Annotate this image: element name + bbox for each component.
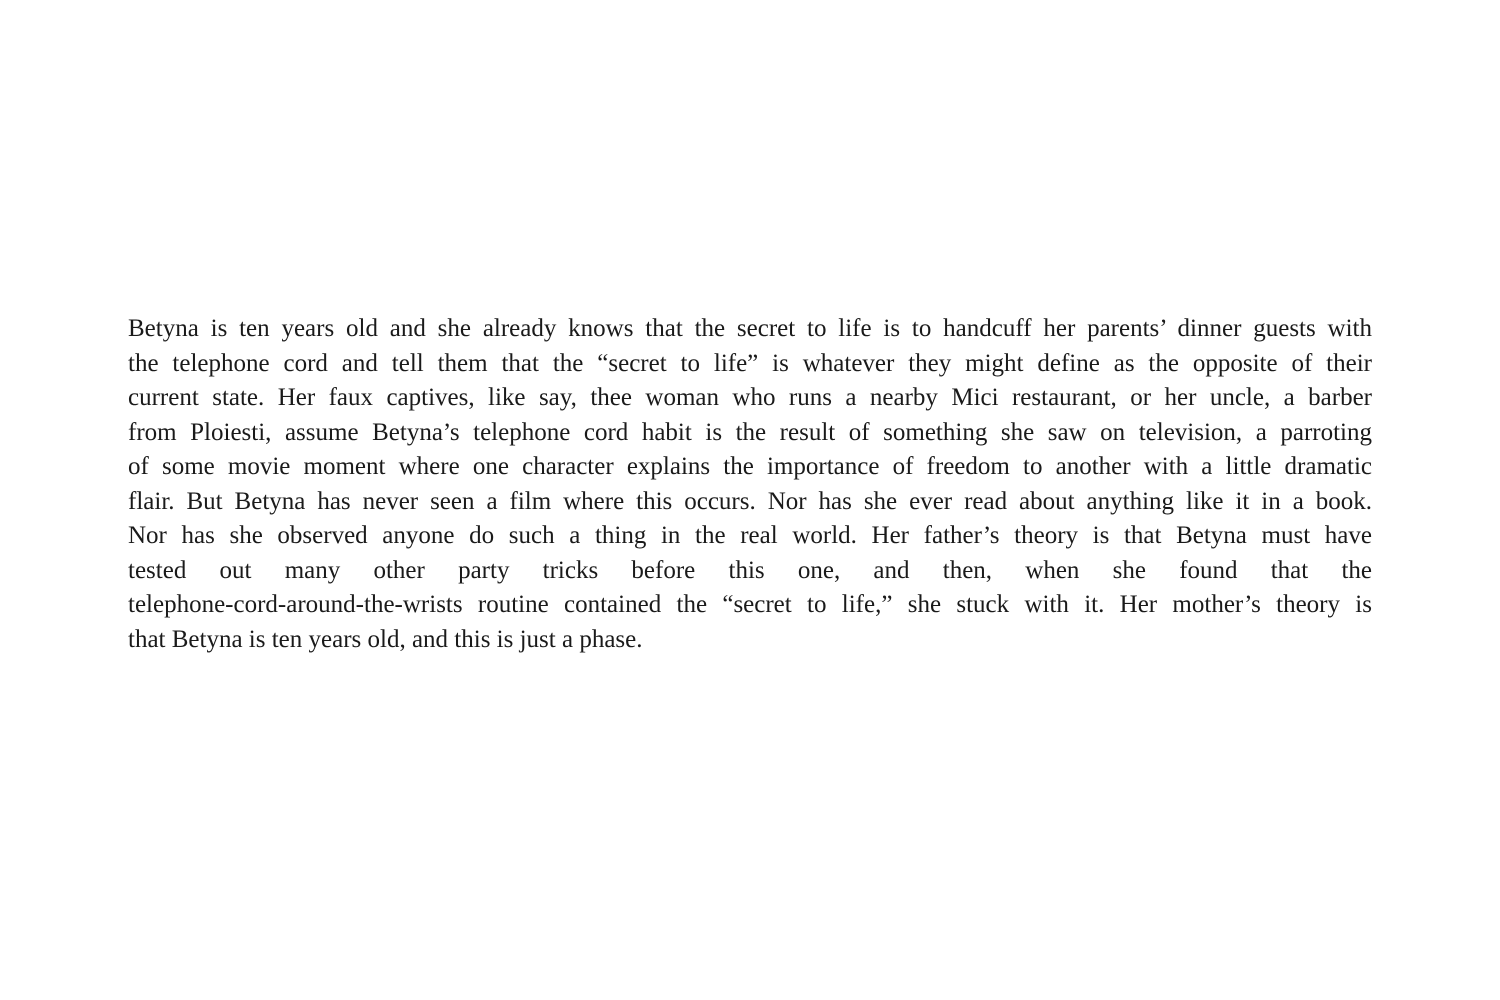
paragraph-line: that Betyna is ten years old, and this is just a phase.: [128, 625, 643, 653]
paragraph-line: the telephone cord and tell them that the “secret to life” is whatever they might define as the opposite of their: [128, 349, 1372, 377]
paragraph-line: tested out many other party tricks before this one, and then, when she found that the: [128, 556, 1372, 584]
paragraph-line: Nor has she observed anyone do such a thing in the real world. Her father’s theory is that Betyna must have: [128, 522, 1372, 549]
body-paragraph: [128, 312, 1372, 657]
paragraph-line: flair. But Betyna has never seen a film where this occurs. Nor has she ever read about anything like it in a book.: [128, 487, 1372, 515]
paragraph-line: current state. Her faux captives, like say, thee woman who runs a nearby Mici restaurant, or her uncle, a barber: [128, 384, 1372, 411]
paragraph-line: from Ploiesti, assume Betyna’s telephone cord habit is the result of something she saw on television, a parroting: [128, 418, 1372, 446]
paragraph-line: of some movie moment where one character explains the importance of freedom to another with a little dramatic: [128, 453, 1372, 480]
paragraph-line: Betyna is ten years old and she already knows that the secret to life is to handcuff her parents’ dinner guests with: [128, 315, 1372, 342]
paragraph-line: telephone-cord-around-the-wrists routine contained the “secret to life,” she stuck with it. Her mother’s theory is: [128, 591, 1372, 618]
